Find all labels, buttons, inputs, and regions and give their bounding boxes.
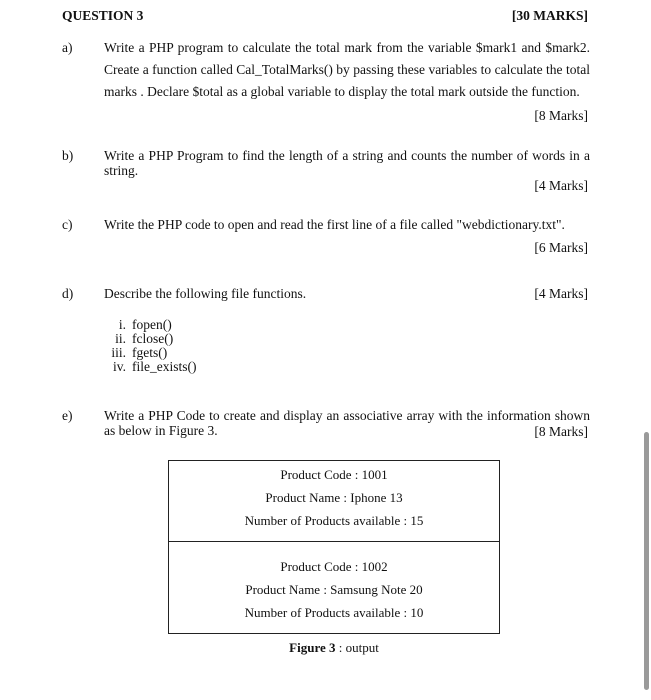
item-d-text: Describe the following file functions. (104, 286, 307, 301)
file-functions-list (104, 318, 224, 374)
list-item-number: ii. (115, 331, 126, 346)
product-code: Product Code : 1002 (280, 559, 388, 574)
item-e-label: e) (62, 408, 73, 423)
list-item-text: fgets() (132, 345, 168, 360)
list-item (104, 318, 224, 332)
item-a-text: Write a PHP program to calculate the total mark from the variable $mark1 and $mark2. Create a function called Cal_TotalMarks() by passing these variables to calculate the total marks . Declare $total as a global variable to display the total mark outside the function. (104, 40, 590, 99)
product-name: Product Name : Iphone 13 (265, 490, 403, 505)
list-item-number: iii. (111, 345, 126, 360)
product-box-2 (168, 541, 500, 634)
list-item (104, 332, 224, 346)
list-item (104, 346, 224, 360)
item-a-label: a) (62, 40, 73, 55)
product-count: Number of Products available : 10 (244, 605, 424, 620)
figure-caption (168, 640, 500, 656)
list-item-number: i. (118, 317, 126, 332)
product-code: Product Code : 1001 (280, 467, 388, 482)
total-marks: [30 MARKS] (511, 8, 588, 23)
list-item-number: iv. (113, 359, 126, 374)
item-b-text: Write a PHP Program to find the length of a string and counts the number of words in a string. (104, 148, 590, 178)
list-item-text: file_exists() (132, 359, 197, 374)
figure-caption-label: Figure 3 (289, 640, 336, 655)
item-a-marks: [8 Marks] (534, 108, 588, 123)
item-c-marks: [6 Marks] (534, 240, 588, 255)
list-item-text: fclose() (132, 331, 174, 346)
product-count: Number of Products available : 15 (244, 513, 424, 528)
item-e-text: Write a PHP Code to create and display an associative array with the information shown as below in Figure 3. (104, 408, 590, 438)
product-name: Product Name : Samsung Note 20 (245, 582, 423, 597)
item-c-label: c) (62, 217, 73, 232)
question-title: QUESTION 3 (62, 8, 144, 23)
product-box-1 (168, 460, 500, 542)
item-e-marks: [8 Marks] (534, 424, 588, 439)
list-item (104, 360, 224, 374)
item-b-label: b) (62, 148, 74, 163)
figure-caption-text: : output (335, 640, 379, 655)
item-b-marks: [4 Marks] (534, 178, 588, 193)
item-d-marks: [4 Marks] (534, 286, 588, 301)
vertical-scrollbar[interactable] (644, 432, 649, 690)
item-d-label: d) (62, 286, 74, 301)
list-item-text: fopen() (132, 317, 172, 332)
item-c-text: Write the PHP code to open and read the first line of a file called "webdictionary.txt". (104, 217, 565, 232)
